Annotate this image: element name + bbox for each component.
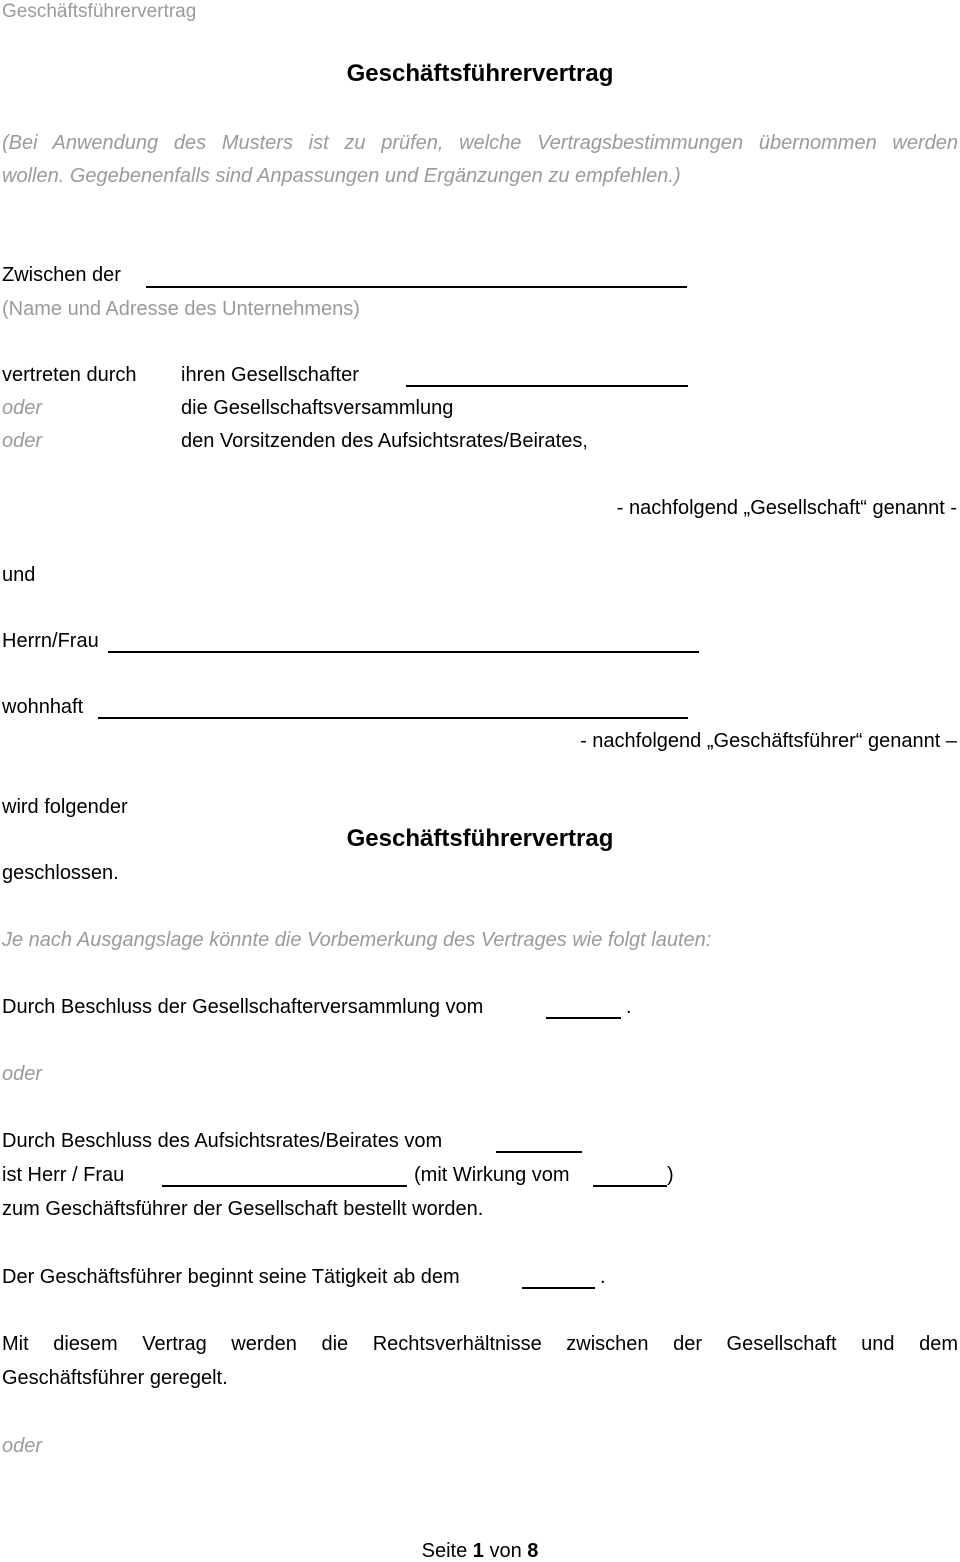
rep-option-shareholder: ihren Gesellschafter — [181, 364, 359, 386]
shareholders-date-blank[interactable] — [546, 1017, 621, 1019]
effective-from-label: (mit Wirkung vom — [414, 1164, 570, 1186]
page-footer — [0, 1541, 960, 1561]
residence-blank[interactable] — [98, 717, 688, 719]
concluded-line-1: wird folgender — [2, 796, 128, 818]
appointed-person-blank[interactable] — [162, 1185, 407, 1187]
start-activity: Der Geschäftsführer beginnt seine Tätigkeit ab dem — [2, 1266, 460, 1288]
regulation-line-1: Mit diesem Vertrag werden die Rechtsverhältnisse zwischen der Gesellschaft und dem — [2, 1333, 958, 1355]
company-hint: (Name und Adresse des Unternehmens) — [2, 298, 360, 320]
or-label: oder — [2, 397, 43, 419]
page-total: 8 — [527, 1540, 539, 1562]
start-date-blank[interactable] — [522, 1287, 595, 1289]
closing-parenthesis: ) — [667, 1164, 674, 1186]
document-title: Geschäftsführervertrag — [346, 60, 614, 87]
resolution-shareholders: Durch Beschluss der Gesellschafterversammlung vom — [2, 996, 484, 1018]
page-prefix: Seite — [421, 1540, 468, 1562]
rep-option-assembly: die Gesellschaftsversammlung — [181, 397, 454, 419]
company-alias: - nachfolgend „Gesellschaft“ genannt - — [616, 497, 957, 519]
page-current: 1 — [472, 1540, 484, 1562]
person-label: Herrn/Frau — [2, 630, 99, 652]
appointed-as: zum Geschäftsführer der Gesellschaft bestellt worden. — [2, 1198, 484, 1220]
person-name-blank[interactable] — [108, 651, 699, 653]
or-label: oder — [2, 430, 43, 452]
shareholder-name-blank[interactable] — [406, 385, 688, 387]
effective-date-blank[interactable] — [593, 1185, 667, 1187]
residence-label: wohnhaft — [2, 696, 84, 718]
appointed-person-label: ist Herr / Frau — [2, 1164, 125, 1186]
or-label: oder — [2, 1435, 43, 1457]
manager-alias: - nachfolgend „Geschäftsführer“ genannt – — [580, 730, 957, 752]
period: . — [626, 996, 632, 1018]
between-label: Zwischen der — [2, 264, 121, 286]
represented-by-label: vertreten durch — [2, 364, 137, 386]
and-label: und — [2, 564, 36, 586]
period: . — [600, 1266, 606, 1288]
contract-heading: Geschäftsführervertrag — [346, 825, 614, 852]
company-name-blank[interactable] — [146, 286, 687, 288]
concluded-line-2: geschlossen. — [2, 862, 119, 884]
board-date-blank[interactable] — [496, 1151, 582, 1153]
usage-note-line-2: wollen. Gegebenenfalls sind Anpassungen und Ergänzungen zu empfehlen.) — [2, 165, 681, 187]
resolution-board: Durch Beschluss des Aufsichtsrates/Beirates vom — [2, 1130, 443, 1152]
or-label: oder — [2, 1063, 43, 1085]
preamble-hint: Je nach Ausgangslage könnte die Vorbemerkung des Vertrages wie folgt lauten: — [2, 929, 712, 951]
running-header: Geschäftsführervertrag — [2, 1, 197, 22]
rep-option-board-chair: den Vorsitzenden des Aufsichtsrates/Beirates, — [181, 430, 588, 452]
page-middle: von — [489, 1540, 522, 1562]
regulation-line-2: Geschäftsführer geregelt. — [2, 1367, 228, 1389]
usage-note-line-1: (Bei Anwendung des Musters ist zu prüfen, welche Vertragsbestimmungen übernommen werden — [2, 132, 958, 154]
